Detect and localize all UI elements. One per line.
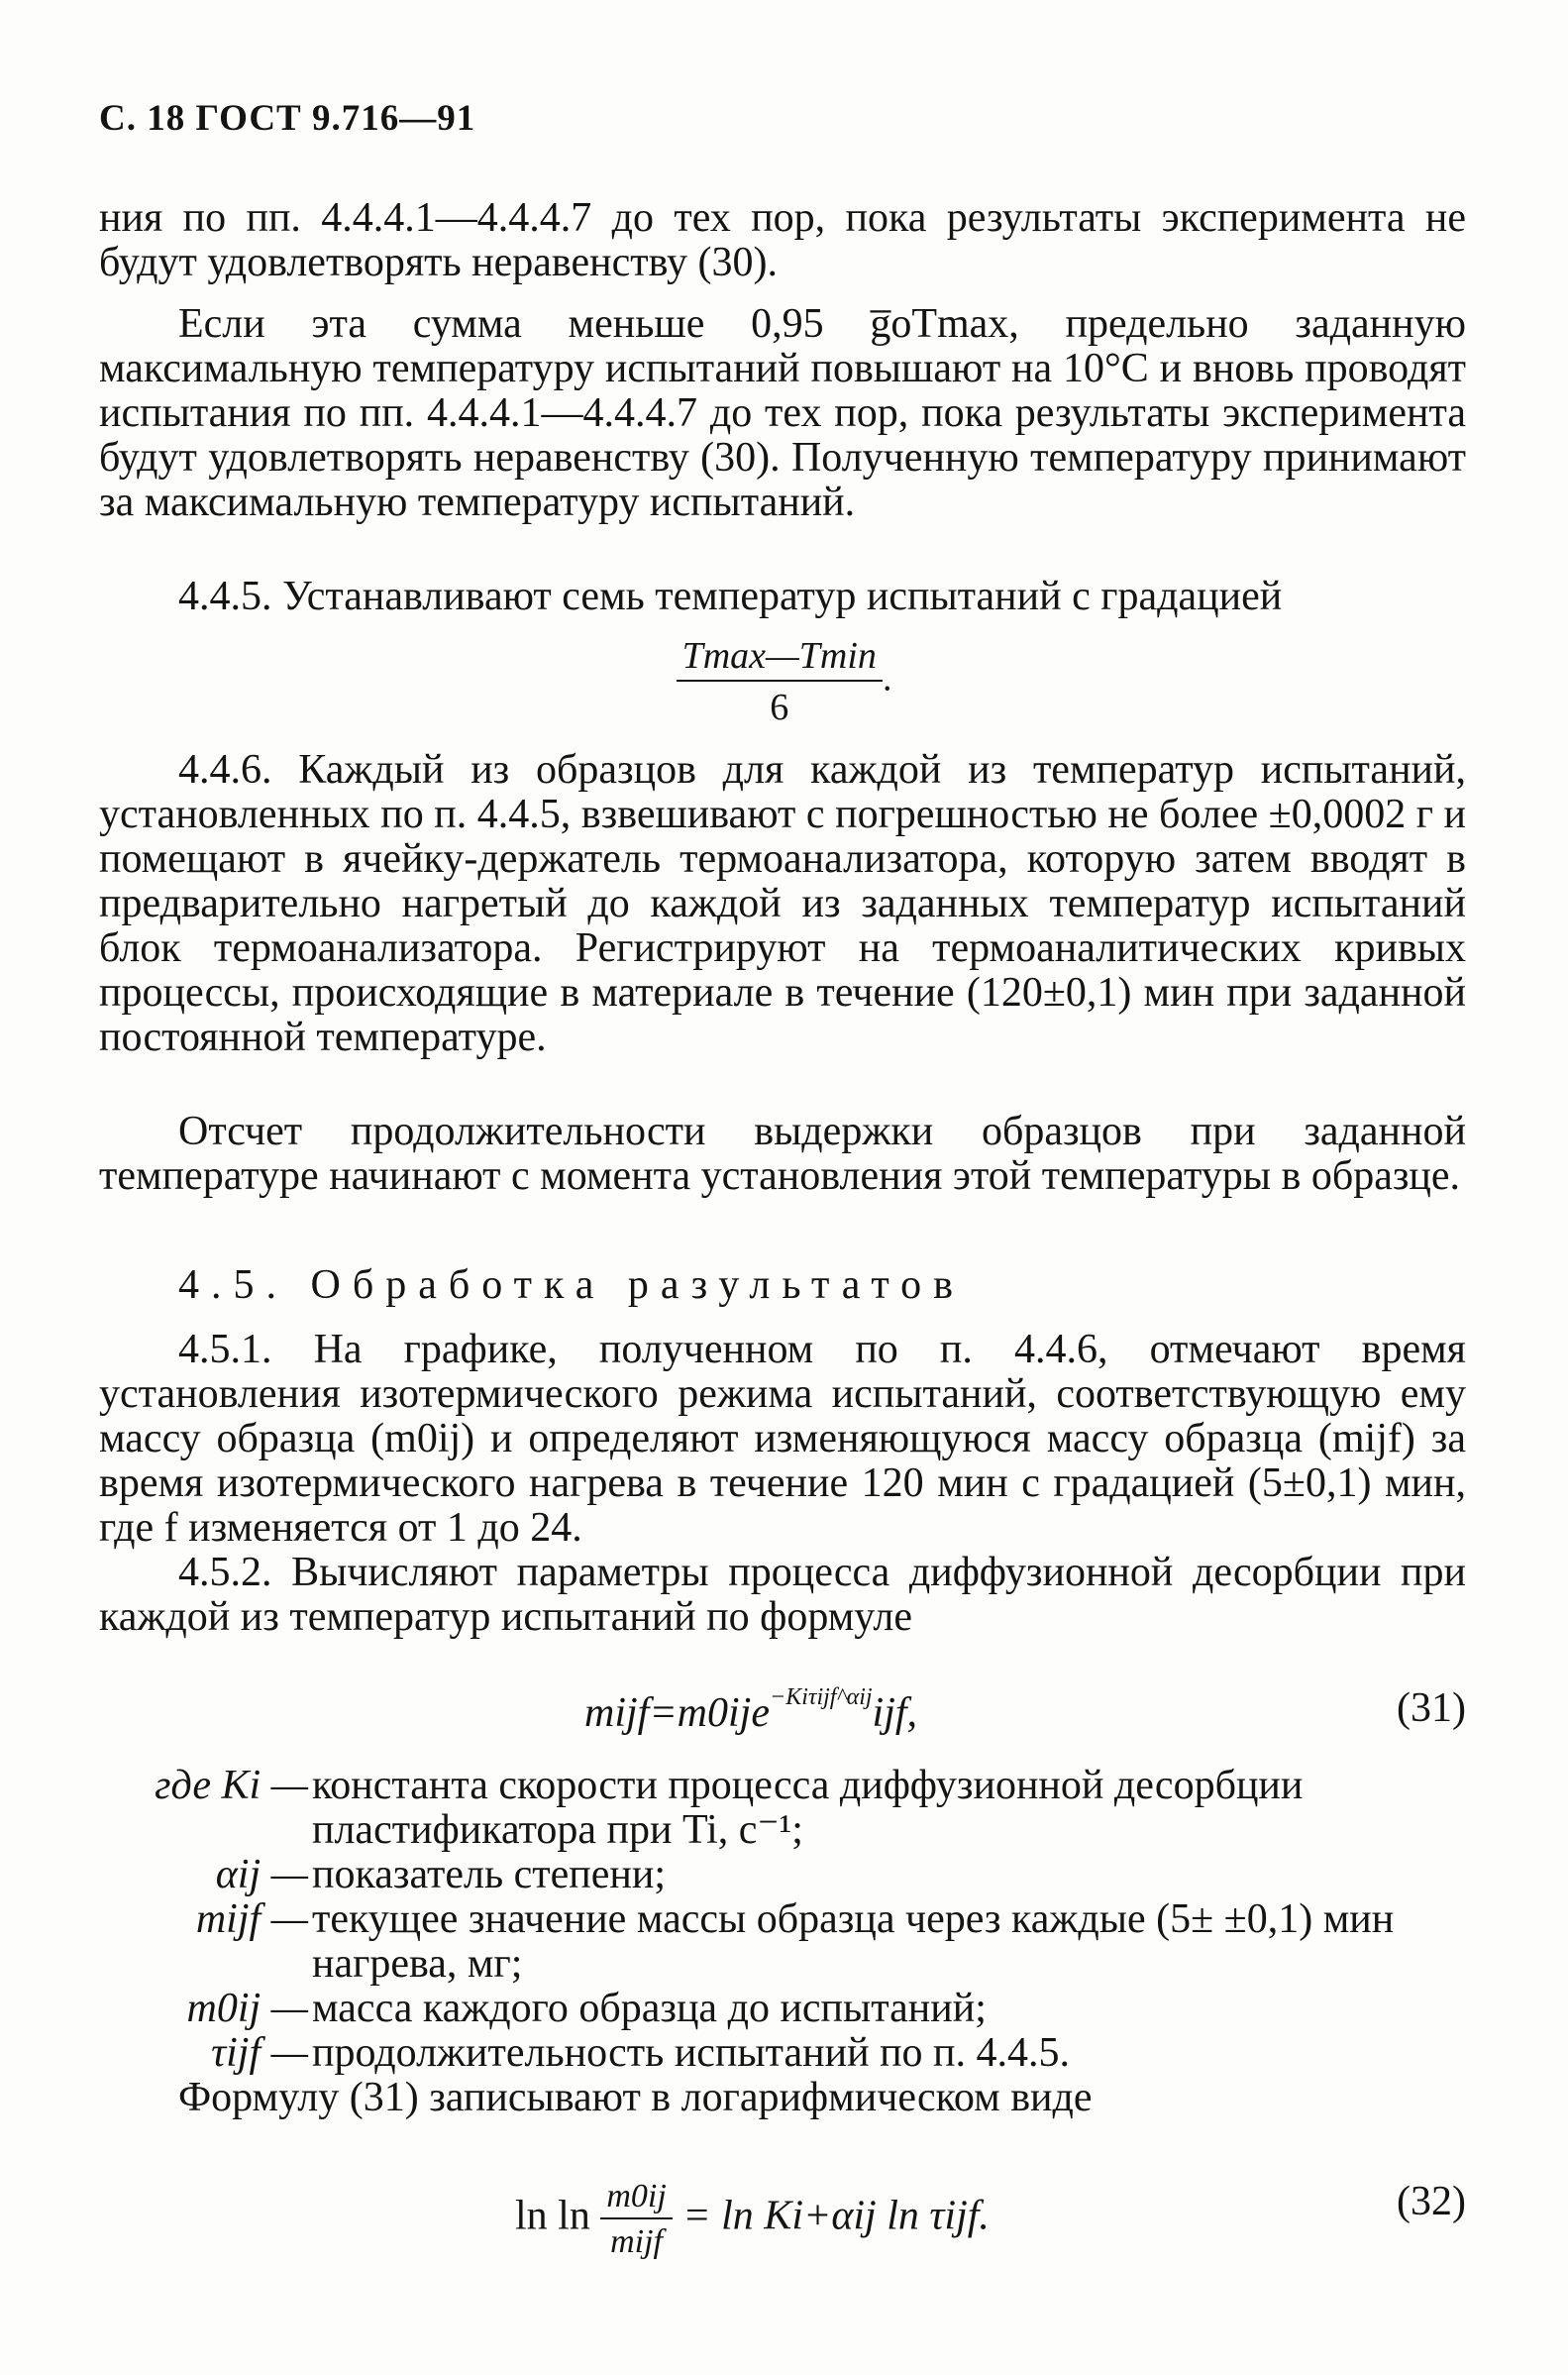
legend-row xyxy=(99,1764,1466,1853)
section-title: 4.5. Обработка разультатов xyxy=(178,1262,965,1308)
page-header: С. 18 ГОСТ 9.716—91 xyxy=(99,98,476,139)
legend-text: продолжительность испытаний по п. 4.4.5. xyxy=(312,2030,1071,2076)
legend-text: константа скорости процесса диффузионной десорбции пластификатора при Ti, с⁻¹; xyxy=(312,1763,1304,1853)
paragraph-continuation: ния по пп. 4.4.4.1—4.4.4.7 до тех пор, пока результаты эксперимента не будут удовлетворять неравенству (30). xyxy=(99,195,1466,285)
paragraph-4-4-6: 4.4.6. Каждый из образцов для каждой из температур испытаний, установленных по п. 4.4.5, взвешивают с погрешностью не более ±0,0002 г и помещают в ячейку-держатель термоанализатора, которую затем вводят в предварительно нагретый до каждой из заданных температур испытаний блок термоанализатора. Регистрируют на термоаналитических кривых процессы, происходящие в материале в течение (120±0,1) мин при заданной постоянной температуре. xyxy=(99,747,1466,1060)
legend-symbol: где Ki — xyxy=(155,1763,308,1808)
legend-symbol: m0ij — xyxy=(186,1986,308,2031)
equation-31 xyxy=(99,1684,1466,1744)
legend-symbol: τijf — xyxy=(211,2030,308,2076)
legend-row xyxy=(99,1897,1466,1987)
legend-symbol: mijf — xyxy=(195,1896,308,1942)
legend-symbol: αij — xyxy=(215,1852,308,1897)
gradation-numerator: Tmax—Tmin xyxy=(677,634,883,682)
equation-32-prefix: ln ln xyxy=(515,2193,590,2239)
legend-text: текущее значение массы образца через каждые (5± ±0,1) мин нагрева, мг; xyxy=(312,1896,1395,1987)
symbol-legend xyxy=(99,1764,1466,2076)
legend-row xyxy=(99,1987,1466,2031)
equation-32-numerator: m0ij xyxy=(600,2178,672,2219)
equation-32 xyxy=(99,2150,1466,2259)
equation-31-number: (31) xyxy=(1397,1685,1466,1731)
paragraph-4-5-1: 4.5.1. На графике, полученном по п. 4.4.6, отмечают время установления изотермического режима испытаний, соответствующую ему массу образца (m0ij) и определяют изменяющуюся массу образца (mijf) за время изотермического нагрева в течение 120 мин с градацией (5±0,1) мин, где f изменяется от 1 до 24. xyxy=(99,1327,1466,1551)
equation-32-body xyxy=(515,2178,990,2261)
legend-text: масса каждого образца до испытаний; xyxy=(312,1986,987,2031)
formula-gradation: $\frac{Tmax—Tmin}{6}$ . xyxy=(0,634,1568,729)
gradation-fraction xyxy=(677,634,883,729)
gradation-denominator: 6 xyxy=(770,687,789,728)
equation-32-suffix: = ln Ki+αij ln τijf. xyxy=(682,2193,990,2239)
equation-32-denominator: mijf xyxy=(610,2223,664,2260)
legend-row xyxy=(99,1853,1466,1897)
legend-row xyxy=(99,2031,1466,2076)
equation-32-number: (32) xyxy=(1397,2179,1466,2224)
paragraph-log-form: Формулу (31) записывают в логарифмическом виде xyxy=(178,2075,1093,2120)
paragraph-countdown: Отсчет продолжительности выдержки образцов при заданной температуре начинают с момента установления этой температуры в образце. xyxy=(99,1109,1466,1199)
paragraph-max-temperature: Если эта сумма меньше 0,95 g̅oTmax, предельно заданную максимальную температуру испытаний повышают на 10°С и вновь проводят испытания по пп. 4.4.4.1—4.4.4.7 до тех пор, пока результаты эксперимента будут удовлетворять неравенству (30). Полученную температуру принимают за максимальную температуру испытаний. xyxy=(99,301,1466,525)
paragraph-4-4-5: 4.4.5. Устанавливают семь температур испытаний с градацией xyxy=(178,574,1283,619)
paragraph-4-5-2: 4.5.2. Вычисляют параметры процесса диффузионной десорбции при каждой из температур испытаний по формуле xyxy=(99,1550,1466,1640)
legend-text: показатель степени; xyxy=(312,1852,667,1897)
equation-32-fraction xyxy=(600,2178,672,2261)
equation-31-body: mijf=m0ije$^{-Ki\tau ijf\^{}\alpha ij}$ijf, xyxy=(584,1684,918,1736)
